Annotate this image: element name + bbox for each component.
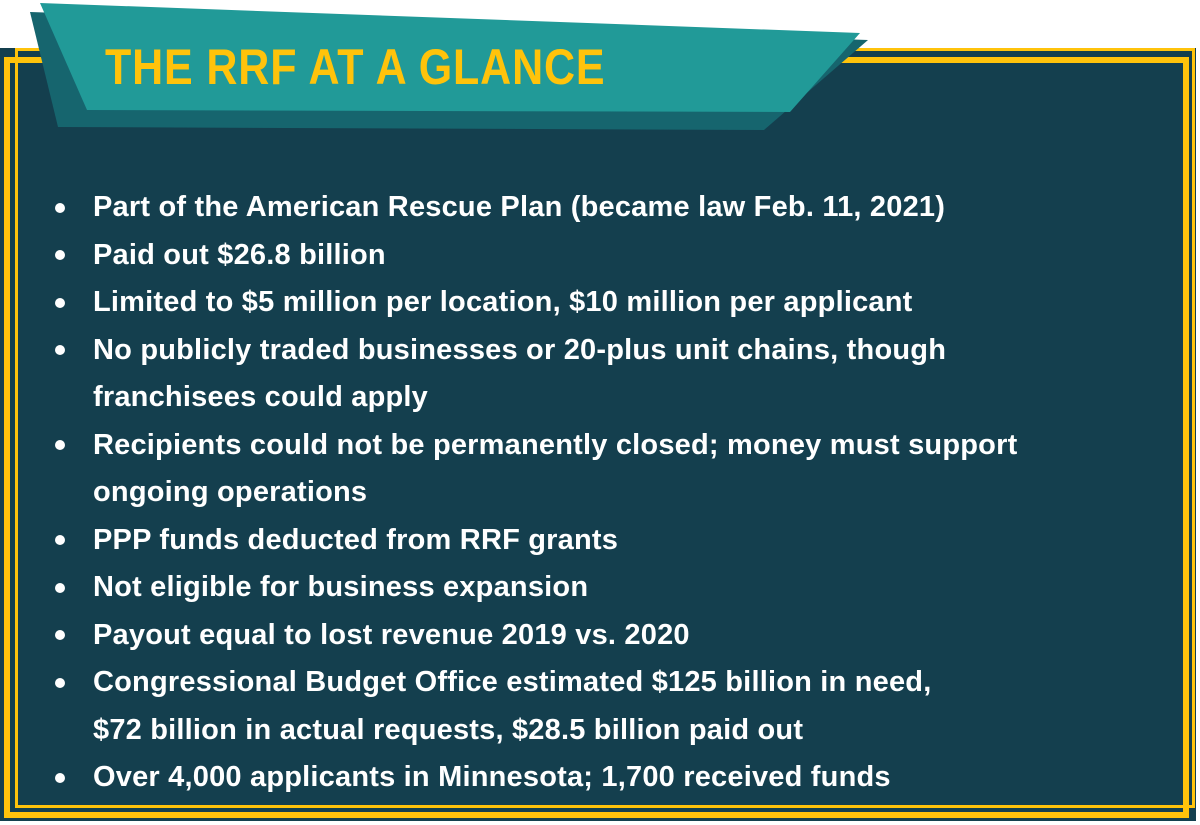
bullet-text: Limited to $5 million per location, $10 million per applicant [93, 286, 913, 319]
bullet-text: PPP funds deducted from RRF grants [93, 523, 619, 556]
bullet-line [55, 612, 1175, 660]
bullet-marker [55, 298, 93, 308]
info-panel [0, 48, 1196, 821]
bullet-marker [55, 488, 93, 498]
bullet-dot-icon [55, 345, 65, 355]
bullet-text: Over 4,000 applicants in Minnesota; 1,700 received funds [93, 761, 891, 794]
bullet-text: Congressional Budget Office estimated $125 billion in need, [93, 666, 932, 699]
bullet-line [55, 184, 1175, 232]
bullet-marker [55, 345, 93, 355]
bullet-line [55, 327, 1175, 375]
bullet-marker [55, 203, 93, 213]
bullet-marker [55, 250, 93, 260]
bullet-dot-icon [55, 678, 65, 688]
bullet-marker [55, 773, 93, 783]
bullet-marker [55, 440, 93, 450]
bullet-line [55, 279, 1175, 327]
bullet-text: Recipients could not be permanently closed; money must support [93, 428, 1018, 461]
bullet-dot-icon [55, 583, 65, 593]
bullet-dot-icon [55, 298, 65, 308]
bullet-line [55, 517, 1175, 565]
bullet-marker [55, 583, 93, 593]
bullet-line [55, 232, 1175, 280]
bullet-continuation-line [55, 469, 1175, 517]
bullet-dot-icon [55, 203, 65, 213]
bullet-marker [55, 725, 93, 735]
bullet-marker [55, 630, 93, 640]
bullet-continuation-line [55, 707, 1175, 755]
bullet-dot-icon [55, 440, 65, 450]
bullet-text: $72 billion in actual requests, $28.5 billion paid out [93, 713, 804, 746]
bullet-text: Part of the American Rescue Plan (became law Feb. 11, 2021) [93, 191, 946, 224]
bullet-marker [55, 678, 93, 688]
bullet-text: No publicly traded businesses or 20-plus unit chains, though [93, 333, 947, 366]
bullet-line [55, 564, 1175, 612]
page-title: THE RRF AT A GLANCE [105, 39, 606, 95]
bullet-line [55, 659, 1175, 707]
bullet-list [55, 184, 1175, 802]
bullet-marker [55, 535, 93, 545]
bullet-text: ongoing operations [93, 476, 368, 509]
bullet-text: Not eligible for business expansion [93, 571, 589, 604]
bullet-line [55, 754, 1175, 802]
bullet-dot-icon [55, 535, 65, 545]
bullet-dot-icon [55, 630, 65, 640]
bullet-line [55, 422, 1175, 470]
bullet-continuation-line [55, 374, 1175, 422]
bullet-text: Paid out $26.8 billion [93, 238, 386, 271]
bullet-dot-icon [55, 773, 65, 783]
bullet-marker [55, 393, 93, 403]
bullet-dot-icon [55, 250, 65, 260]
bullet-text: franchisees could apply [93, 381, 428, 414]
bullet-text: Payout equal to lost revenue 2019 vs. 2020 [93, 618, 690, 651]
